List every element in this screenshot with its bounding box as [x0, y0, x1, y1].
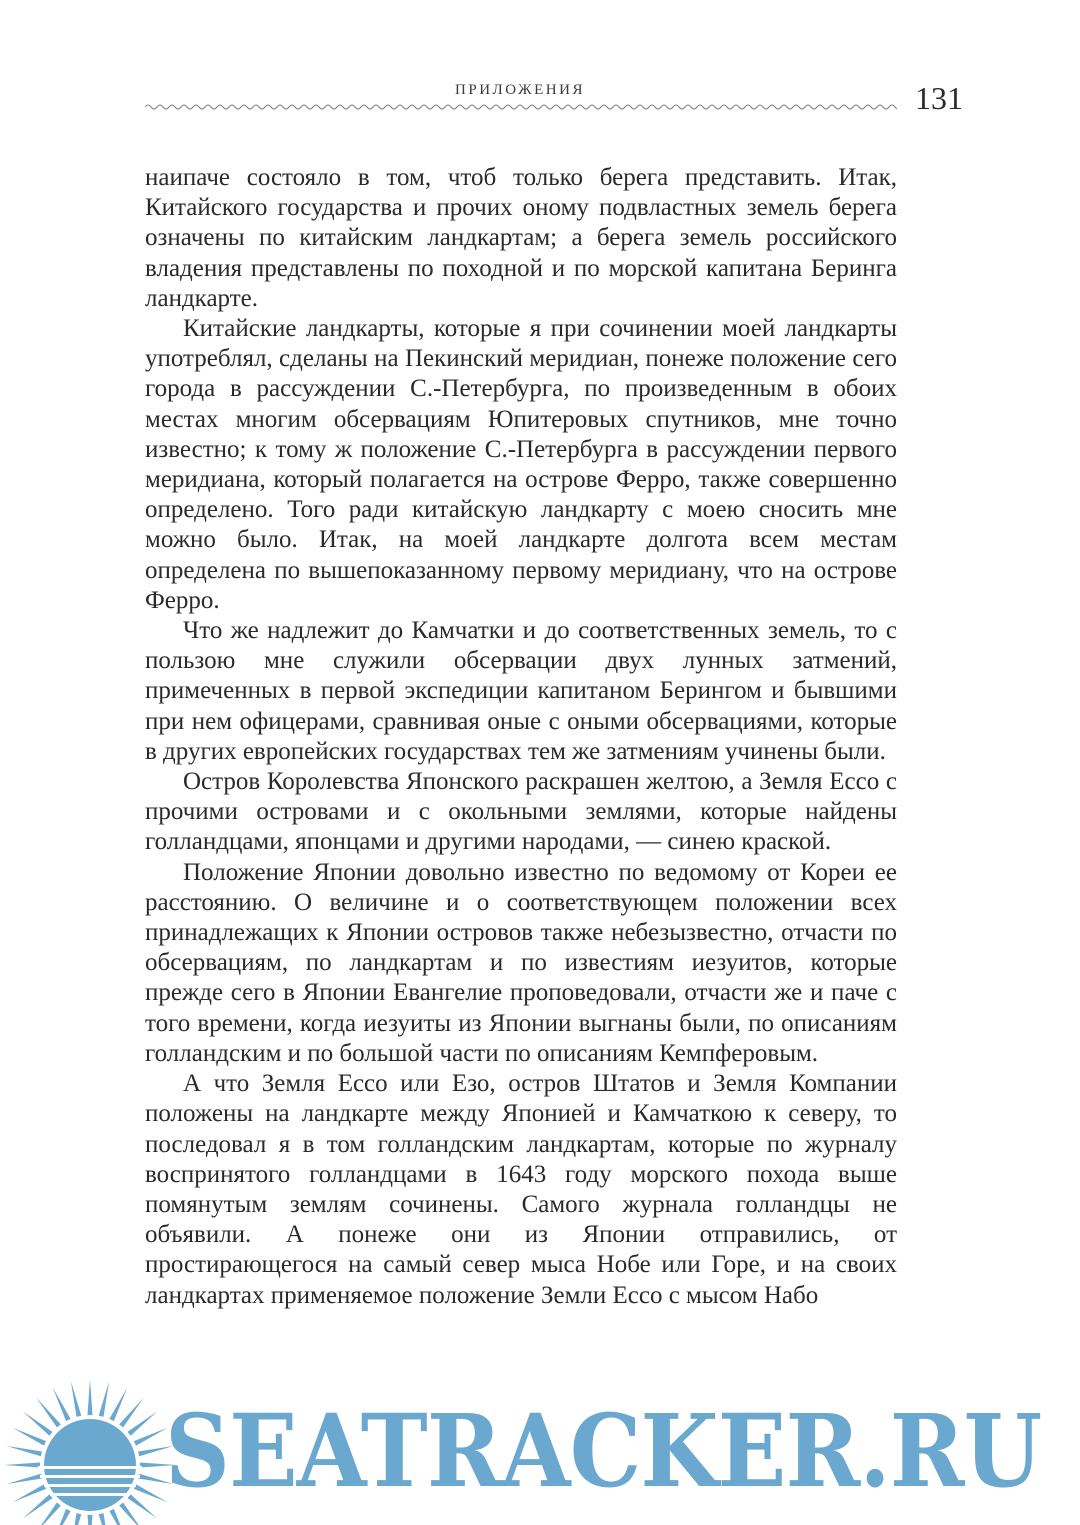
sun-ray: [23, 1494, 53, 1518]
sun-ray: [4, 1463, 40, 1468]
page-number: 131: [915, 80, 963, 116]
running-head-title: ПРИЛОЖЕНИЯ: [455, 82, 585, 98]
sun-ray: [109, 1388, 127, 1422]
paragraph: Китайские ландкарты, которые я при сочинении моей ландкарты употреблял, сделаны на Пекинский меридиан, понеже положение сего города в рассуждении С.-Петербурга, по произведенным в обоих местах многим обсервациям Юпитеровых спутников, мне точно известно; к тому ж положение С.-Петербурга в рассуждении первого меридиана, который полагается на острове Ферро, также совершенно определено. Того ради китайскую ландкарту с моею сносить мне можно было. Итак, на моей ландкарте долгота всем местам определена по вышепоказанному первому меридиану, что на острове Ферро.: [145, 315, 897, 614]
watermark-text: SEATRACKER.RU: [165, 1392, 1042, 1510]
sun-ray: [23, 1411, 53, 1435]
sun-ray: [71, 1513, 81, 1525]
sun-ray: [53, 1388, 71, 1422]
paragraph: А что Земля Ессо или Езо, остров Штатов и Земля Компании положены на ландкарте между Японией и Камчаткою к северу, то последовал я в том голландским ландкартам, которые по журналу воспринятого голландцами в 1643 году морского похода выше помянутым землям сочинены. Самого журнала голландцы не объявили. А понеже они из Японии отправились, от простирающегося на самый север мыса Нобе или Горе, и на своих ландкартах применяемое положение Земли Ессо с мысом Набо: [145, 1070, 897, 1309]
sun-ray: [6, 1446, 42, 1456]
sun-ray: [119, 1398, 143, 1428]
sun-ray: [13, 1428, 47, 1446]
paragraph: Что же надлежит до Камчатки и до соответственных земель, то с пользою мне служили обсервации двух лунных затмений, примеченных в первой экспедиции капитаном Берингом и бывшими при нем офицерами, сравнивая оные с оными обсервациями, которые в других европейских государствах тем же затмениям учинены были.: [145, 617, 897, 765]
sun-ray: [71, 1381, 81, 1417]
sun-ray: [134, 1428, 168, 1446]
sun-ray: [99, 1381, 109, 1417]
sun-ray: [88, 1515, 93, 1525]
sun-ray: [128, 1411, 158, 1435]
sun-ray: [13, 1484, 47, 1502]
sun-ray: [88, 1380, 93, 1415]
body-text: [145, 163, 897, 1311]
sun-ray: [134, 1484, 168, 1502]
sun-ray: [99, 1513, 109, 1525]
paragraph: Положение Японии довольно известно по ведомому от Кореи ее расстоянию. О величине и о соответствующем положении всех принадлежащих к Японии островов также небезызвестно, отчасти по обсервациям, по ландкартам и по известиям иезуитов, которые прежде сего в Японии Евангелие проповедовали, отчасти же и паче с того времени, когда иезуиты из Японии выгнаны были, по описаниям голландским и по большой части по описаниям Кемпферовым.: [145, 858, 897, 1067]
paragraph: наипаче состояло в том, чтоб только берега представить. Итак, Китайского государства и прочих оному подвластных земель берега означены по китайским ландкартам; а берега земель российского владения представлены по походной и по морской капитана Беринга ландкарте.: [145, 164, 897, 312]
sun-ray: [128, 1494, 158, 1518]
ornamental-wavy-rule: [145, 100, 897, 114]
sun-ray: [6, 1474, 42, 1484]
sun-ray: [36, 1398, 60, 1428]
paragraph: Остров Королевства Японского раскрашен желтою, а Земля Ессо с прочими островами и с окольными землями, которые найдены голландцами, японцами и другими народами, — синею краской.: [145, 768, 897, 856]
